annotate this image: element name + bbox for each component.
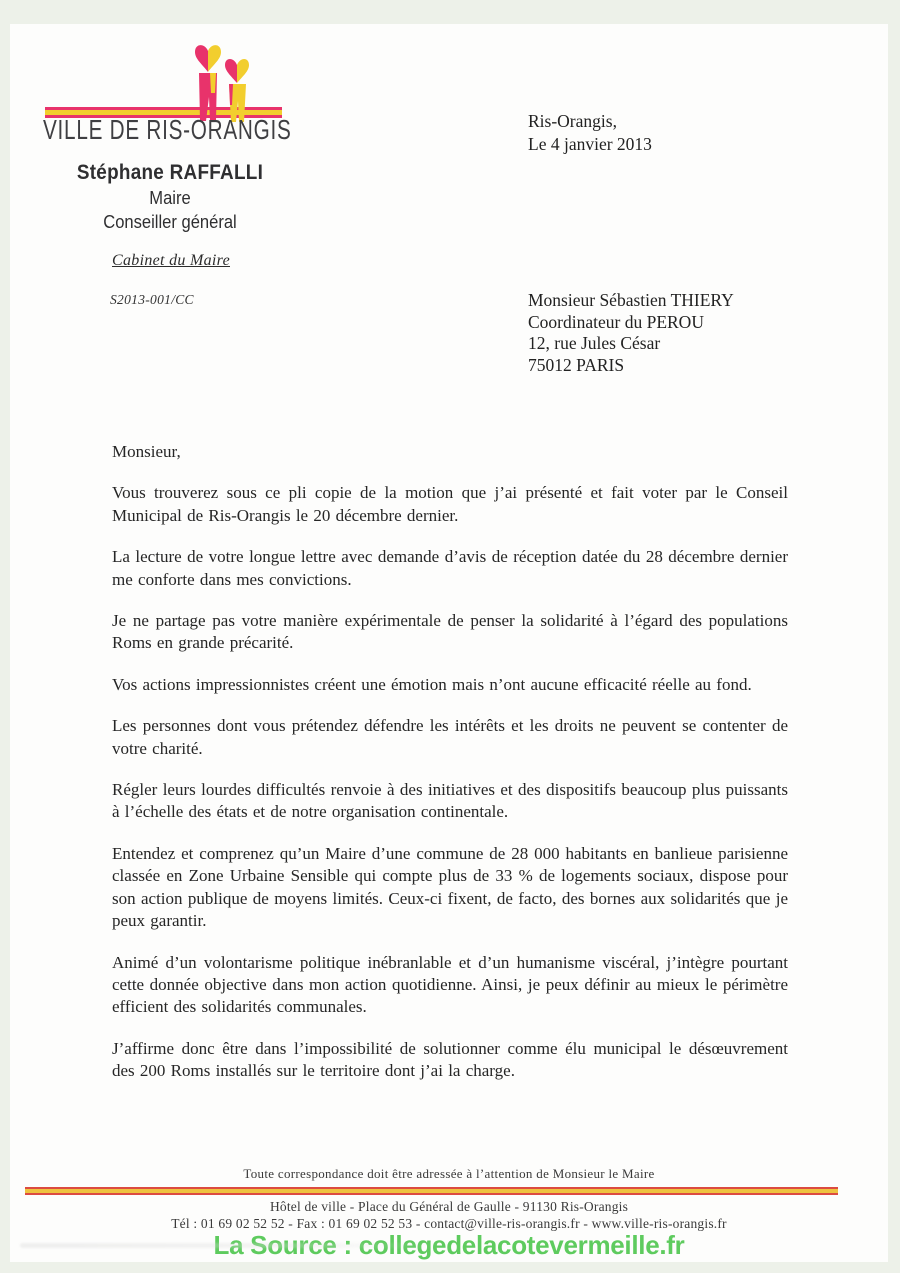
body-paragraph: J’affirme donc être dans l’impossibilité de solutionner comme élu municipal le désœuvrement des 200 Roms installés sur le territoire dont j’ai la charge. xyxy=(112,1038,788,1081)
footer-stripe xyxy=(25,1187,838,1195)
recipient-street: 12, rue Jules César xyxy=(528,333,661,353)
letter-sheet xyxy=(10,24,888,1262)
scan-smudge-artifact xyxy=(20,1243,450,1248)
salutation: Monsieur, xyxy=(112,442,181,461)
footer-address: Hôtel de ville - Place du Général de Gaulle - 91130 Ris-Orangis xyxy=(269,1199,629,1214)
dateline xyxy=(528,110,652,156)
recipient-name: Monsieur Sébastien THIERY xyxy=(528,290,734,310)
office-label: Cabinet du Maire xyxy=(112,252,230,269)
body-paragraph: Vos actions impressionnistes créent une émotion mais n’ont aucune efficacité réelle au fond. xyxy=(112,674,752,694)
footer-contacts: Tél : 01 69 02 52 52 - Fax : 01 69 02 52 53 - contact@ville-ris-orangis.fr - www.ville-ris-orangis.fr xyxy=(171,1216,727,1231)
dateline-place: Ris-Orangis, xyxy=(528,111,617,131)
recipient-address-block xyxy=(528,290,734,376)
letter-body xyxy=(112,441,788,1102)
sender-name: Stéphane RAFFALLI xyxy=(76,161,264,184)
reference-number: S2013-001/CC xyxy=(110,292,194,307)
recipient-role: Coordinateur du PEROU xyxy=(528,311,704,332)
body-paragraph: La lecture de votre longue lettre avec demande d’avis de réception datée du 28 décembre dernier me conforte dans mes convictions. xyxy=(112,547,788,589)
body-paragraph: Les personnes dont vous prétendez défendre les intérêts et les droits ne peuvent se contenter de votre charité. xyxy=(112,716,788,758)
body-paragraph: Entendez et comprenez qu’un Maire d’une commune de 28 000 habitants en banlieue parisienne classée en Zone Urbaine Sensible qui compte plus de 33 % de logements sociaux, dispose pour son action publique de moyens limités. Ceux-ci fixent, de facto, des bornes aux solidarités que je peux garantir. xyxy=(112,843,788,931)
body-paragraph: Régler leurs lourdes difficultés renvoie à des initiatives et des dispositifs beaucoup plus puissants à l’échelle des états et de notre organisation continentale. xyxy=(112,780,788,822)
footer-notice: Toute correspondance doit être adressée à l’attention de Monsieur le Maire xyxy=(243,1166,655,1181)
dateline-date: Le 4 janvier 2013 xyxy=(528,134,652,154)
two-figures-heart-heads-icon xyxy=(180,43,258,123)
body-paragraph: Animé d’un volontarisme politique inébranlable et d’un humanisme viscéral, j’intègre pourtant cette donnée objective dans mon action quotidienne. Ainsi, je peux définir au mieux le périmètre efficient des solidarités communales. xyxy=(112,952,788,1017)
body-paragraph: Vous trouverez sous ce pli copie de la motion que j’ai présenté et fait voter par le Conseil Municipal de Ris-Orangis le 20 décembre dernier. xyxy=(112,483,788,525)
body-paragraph: Je ne partage pas votre manière expérimentale de penser la solidarité à l’égard des populations Roms en grande précarité. xyxy=(112,611,788,653)
sender-role-conseiller: Conseiller général xyxy=(103,212,237,232)
sender-role-maire: Maire xyxy=(149,188,191,208)
recipient-city: 75012 PARIS xyxy=(528,354,625,375)
city-title: VILLE DE RIS-ORANGIS xyxy=(43,114,292,145)
sender-block xyxy=(55,161,285,233)
source-watermark: La Source : collegedelacotevermeille.fr xyxy=(213,1230,685,1260)
